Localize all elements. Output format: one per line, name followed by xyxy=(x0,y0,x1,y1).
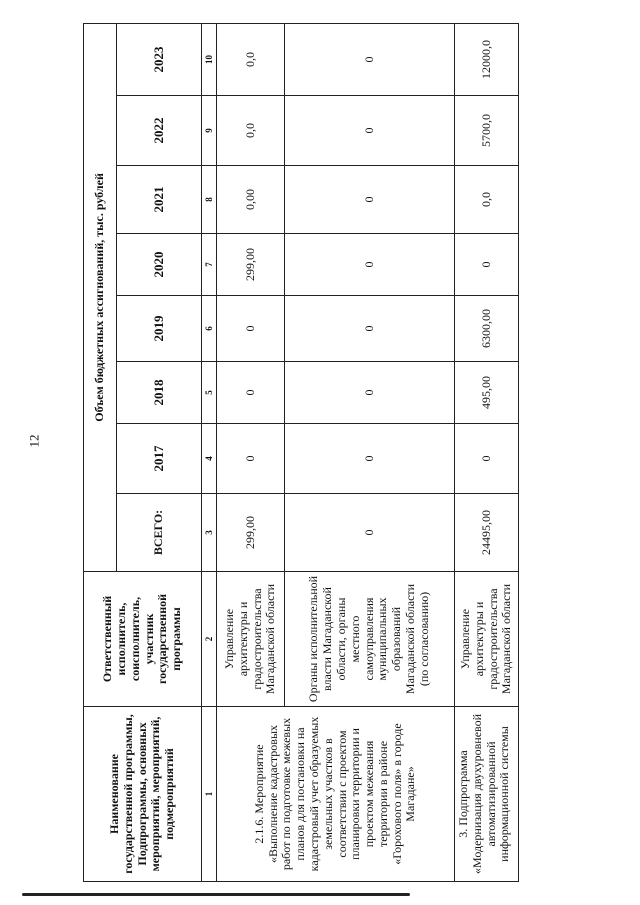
header-year: 2020 xyxy=(117,234,202,296)
column-number: 1 xyxy=(202,707,217,882)
measure-title: 2.1.6. Мероприятие «Выполнение кадастровых работ по подготовке межевых планов для постановки на кадастровый учет образуемых земельных участков в соответствии с проектом планировки территории и проектом межевания территории в районе «Горохового поля» в городе Магадане» xyxy=(217,707,455,882)
value-cell: 0 xyxy=(455,234,519,296)
value-cell: 0,00 xyxy=(217,166,285,234)
scan-edge-line xyxy=(22,893,410,896)
value-cell: 12000,0 xyxy=(455,23,519,95)
header-year: 2021 xyxy=(117,166,202,234)
column-number: 10 xyxy=(202,23,217,95)
value-cell: 6300,00 xyxy=(455,296,519,362)
header-year: 2022 xyxy=(117,96,202,166)
column-number: 9 xyxy=(202,96,217,166)
value-cell: 0 xyxy=(285,362,455,424)
header-total: ВСЕГО: xyxy=(117,494,202,572)
page-number: 12 xyxy=(26,434,42,448)
value-cell: 299,00 xyxy=(217,234,285,296)
column-number: 3 xyxy=(202,494,217,572)
executor-cell: Органы исполнительной власти Магаданской области, органы местного самоуправления муниципальных образований Магаданской области (по согласованию) xyxy=(285,572,455,707)
value-cell: 24495,00 xyxy=(455,494,519,572)
value-cell: 0 xyxy=(285,23,455,95)
header-year: 2018 xyxy=(117,362,202,424)
header-year: 2017 xyxy=(117,424,202,494)
header-year: 2023 xyxy=(117,23,202,95)
value-cell: 0,0 xyxy=(217,23,285,95)
executor-cell: Управление архитектуры и градостроительства Магаданской области xyxy=(217,572,285,707)
value-cell: 0 xyxy=(285,494,455,572)
table-row xyxy=(217,23,285,881)
value-cell: 0 xyxy=(455,424,519,494)
value-cell: 0 xyxy=(217,424,285,494)
value-cell: 0 xyxy=(285,296,455,362)
value-cell: 5700,0 xyxy=(455,96,519,166)
table-row xyxy=(455,23,519,881)
column-number: 6 xyxy=(202,296,217,362)
header-row-1 xyxy=(84,23,117,881)
header-year: 2019 xyxy=(117,296,202,362)
header-budget-title: Объем бюджетных ассигнований, тыс. рублей xyxy=(84,23,117,571)
column-number: 5 xyxy=(202,362,217,424)
budget-table-rotated xyxy=(83,24,519,882)
column-number: 7 xyxy=(202,234,217,296)
header-program-name: Наименование государственной программы, Подпрограммы, основных мероприятий, мероприятий, подмероприятий xyxy=(84,707,202,882)
value-cell: 0,0 xyxy=(217,96,285,166)
subprogram-title: 3. Подпрограмма «Модернизация двухуровневой автоматизированной информационной системы xyxy=(455,707,519,882)
value-cell: 0 xyxy=(285,166,455,234)
value-cell: 0,0 xyxy=(455,166,519,234)
value-cell: 0 xyxy=(285,234,455,296)
column-number: 2 xyxy=(202,572,217,707)
executor-cell: Управление архитектуры и градостроительства Магаданской области xyxy=(455,572,519,707)
value-cell: 0 xyxy=(285,424,455,494)
column-number-row xyxy=(202,23,217,881)
value-cell: 299,00 xyxy=(217,494,285,572)
value-cell: 0 xyxy=(217,362,285,424)
column-number: 8 xyxy=(202,166,217,234)
column-number: 4 xyxy=(202,424,217,494)
value-cell: 495,00 xyxy=(455,362,519,424)
value-cell: 0 xyxy=(217,296,285,362)
budget-table xyxy=(83,23,519,882)
header-executor: Ответственный исполнитель, соисполнитель, участник государственной программы xyxy=(84,572,202,707)
value-cell: 0 xyxy=(285,96,455,166)
